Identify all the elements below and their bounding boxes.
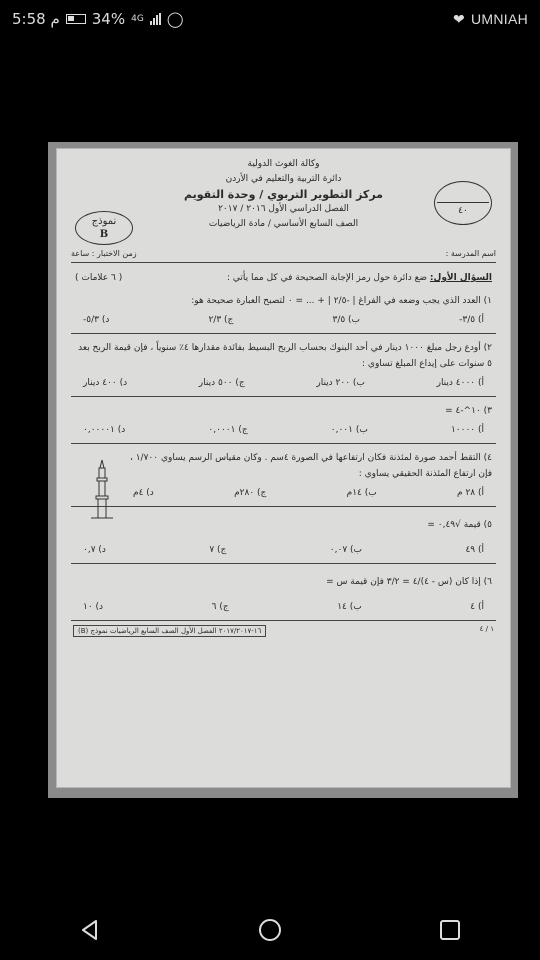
clock: 5:58 م	[12, 10, 60, 28]
status-right	[453, 11, 528, 28]
option-d[interactable]: د) ٤٠٠ دينار	[83, 378, 128, 388]
recents-icon	[439, 919, 461, 941]
option-c[interactable]: ج) ٦	[211, 602, 229, 612]
question-stem: ٢) أودع رجل مبلغ ١٠٠٠ دينار في أحد البنوك بحساب الربح البسيط بفائدة مقدارها ٤٪ سنوياً ، فإن قيمة الربح بعد ٥ سنوات على إيداع المبلغ تساوي :	[78, 343, 492, 369]
option-c[interactable]: ج) ٢٨٠م	[234, 488, 267, 498]
option-a[interactable]: أ) ٣/٥-	[459, 315, 484, 325]
option-d[interactable]: د) ٠,٠٠٠٠١	[83, 425, 126, 435]
question-options	[125, 482, 492, 500]
option-d[interactable]: د) ٤م	[133, 488, 154, 498]
page-number: ١ / ٤	[479, 625, 494, 633]
option-a[interactable]: أ) ٤٠٠٠ دينار	[436, 378, 484, 388]
department-name: دائرة التربية والتعليم في الأردن	[225, 174, 342, 184]
status-bar	[0, 0, 540, 38]
signal-icon	[150, 13, 161, 25]
model-letter: B	[99, 229, 109, 240]
network-type: 4G	[131, 14, 144, 24]
question-options	[75, 419, 492, 437]
option-b[interactable]: ب) ٢٠٠ دينار	[316, 378, 365, 388]
exam-header	[71, 157, 496, 249]
model-label: نموذج	[91, 216, 117, 227]
question-stem: ٤) التقط أحمد صورة لمئذنة فكان ارتفاعها في الصورة ٤سم . وكان مقياس الرسم يساوي ١/٧٠٠ ، فإن ارتفاع المئذنة الحقيقي يساوي :	[129, 453, 492, 479]
home-button[interactable]	[250, 910, 290, 950]
term-label: الفصل الدراسي الأول ٢٠١٦ / ٢٠١٧	[218, 204, 349, 214]
question-block-4	[71, 444, 496, 507]
center-name: مركز التطوير التربوي / وحدة التقويم	[184, 188, 383, 201]
exam-footer	[71, 621, 496, 641]
option-a[interactable]: أ) ٤	[470, 602, 484, 612]
question-stem: ١) العدد الذي يجب وضعه في الفراغ | -٢/٥ | + ... = ٠ لتصبح العبارة صحيحة هو:	[191, 296, 492, 306]
question-stem: ٥) قيمة √٠,٤٩ =	[427, 520, 492, 530]
option-b[interactable]: ب) ٠,٠٧	[329, 545, 363, 555]
model-badge	[75, 211, 133, 245]
home-icon	[258, 918, 282, 942]
back-icon	[79, 919, 101, 941]
option-d[interactable]: د) ٥/٣-	[83, 315, 110, 325]
carrier-name: UMNIAH	[470, 11, 528, 27]
option-d[interactable]: د) ٠,٧	[83, 545, 106, 555]
option-c[interactable]: ج) ٧	[209, 545, 227, 555]
option-a[interactable]: أ) ١٠٠٠٠	[450, 425, 484, 435]
headset-icon: ◯	[166, 10, 184, 28]
recents-button[interactable]	[430, 910, 470, 950]
exam-paper	[56, 148, 511, 788]
option-d[interactable]: د) ١٠	[83, 602, 104, 612]
section-marks: ( ٦ علامات )	[75, 273, 123, 283]
option-c[interactable]: ج) ٥٠٠ دينار	[198, 378, 245, 388]
question-block-2	[71, 334, 496, 397]
question-block-1	[71, 267, 496, 334]
navigation-bar	[0, 900, 540, 960]
heart-icon: ❤	[452, 10, 465, 27]
question-stem: ٣) ١٠^-٤ =	[445, 406, 492, 416]
org-name: وكالة الغوث الدولية	[247, 159, 320, 169]
question-options	[75, 590, 492, 614]
battery-percent: 34%	[91, 10, 126, 28]
question-options	[75, 309, 492, 327]
question-block-6	[71, 564, 496, 621]
question-block-5	[71, 507, 496, 564]
option-a[interactable]: أ) ٢٨ م	[457, 488, 484, 498]
total-score: ٤٠	[458, 206, 468, 216]
option-b[interactable]: ب) ١٤م	[346, 488, 377, 498]
exam-photo[interactable]	[48, 142, 518, 798]
option-c[interactable]: ج) ٠,٠٠٠١	[208, 425, 248, 435]
option-c[interactable]: ج) ٢/٣	[208, 315, 234, 325]
question-options	[75, 533, 492, 557]
grade-label: الصف السابع الأساسي / مادة الرياضيات	[208, 219, 359, 229]
exam-time-label: زمن الاختبار : ساعة	[71, 249, 137, 258]
section-title: السؤال الأول:	[429, 273, 492, 283]
option-b[interactable]: ب) ١٤	[337, 602, 362, 612]
score-circle	[434, 181, 492, 225]
minaret-icon	[89, 458, 115, 520]
section-header	[75, 273, 492, 283]
exam-meta-row	[71, 249, 496, 263]
battery-icon	[66, 14, 86, 24]
status-left	[12, 10, 184, 28]
section-instruction: ضع دائرة حول رمز الإجابة الصحيحة في كل مما يأتي :	[226, 273, 428, 283]
question-stem: ٦) إذا كان (س - ٤)/٤ = ٣/٢ فإن قيمة س =	[326, 577, 492, 587]
question-block-3	[71, 397, 496, 444]
school-name-label: اسم المدرسة :	[445, 249, 496, 258]
option-b[interactable]: ب) ٣/٥	[332, 315, 361, 325]
question-options	[75, 372, 492, 390]
footer-label: ١٦-٢٠١٧/٢٠١٧ الفصل الأول الصف السابع الرياضيات نموذج (B)	[73, 625, 266, 637]
option-b[interactable]: ب) ٠,٠٠١	[330, 425, 368, 435]
option-a[interactable]: أ) ٤٩	[465, 545, 484, 555]
back-button[interactable]	[70, 910, 110, 950]
